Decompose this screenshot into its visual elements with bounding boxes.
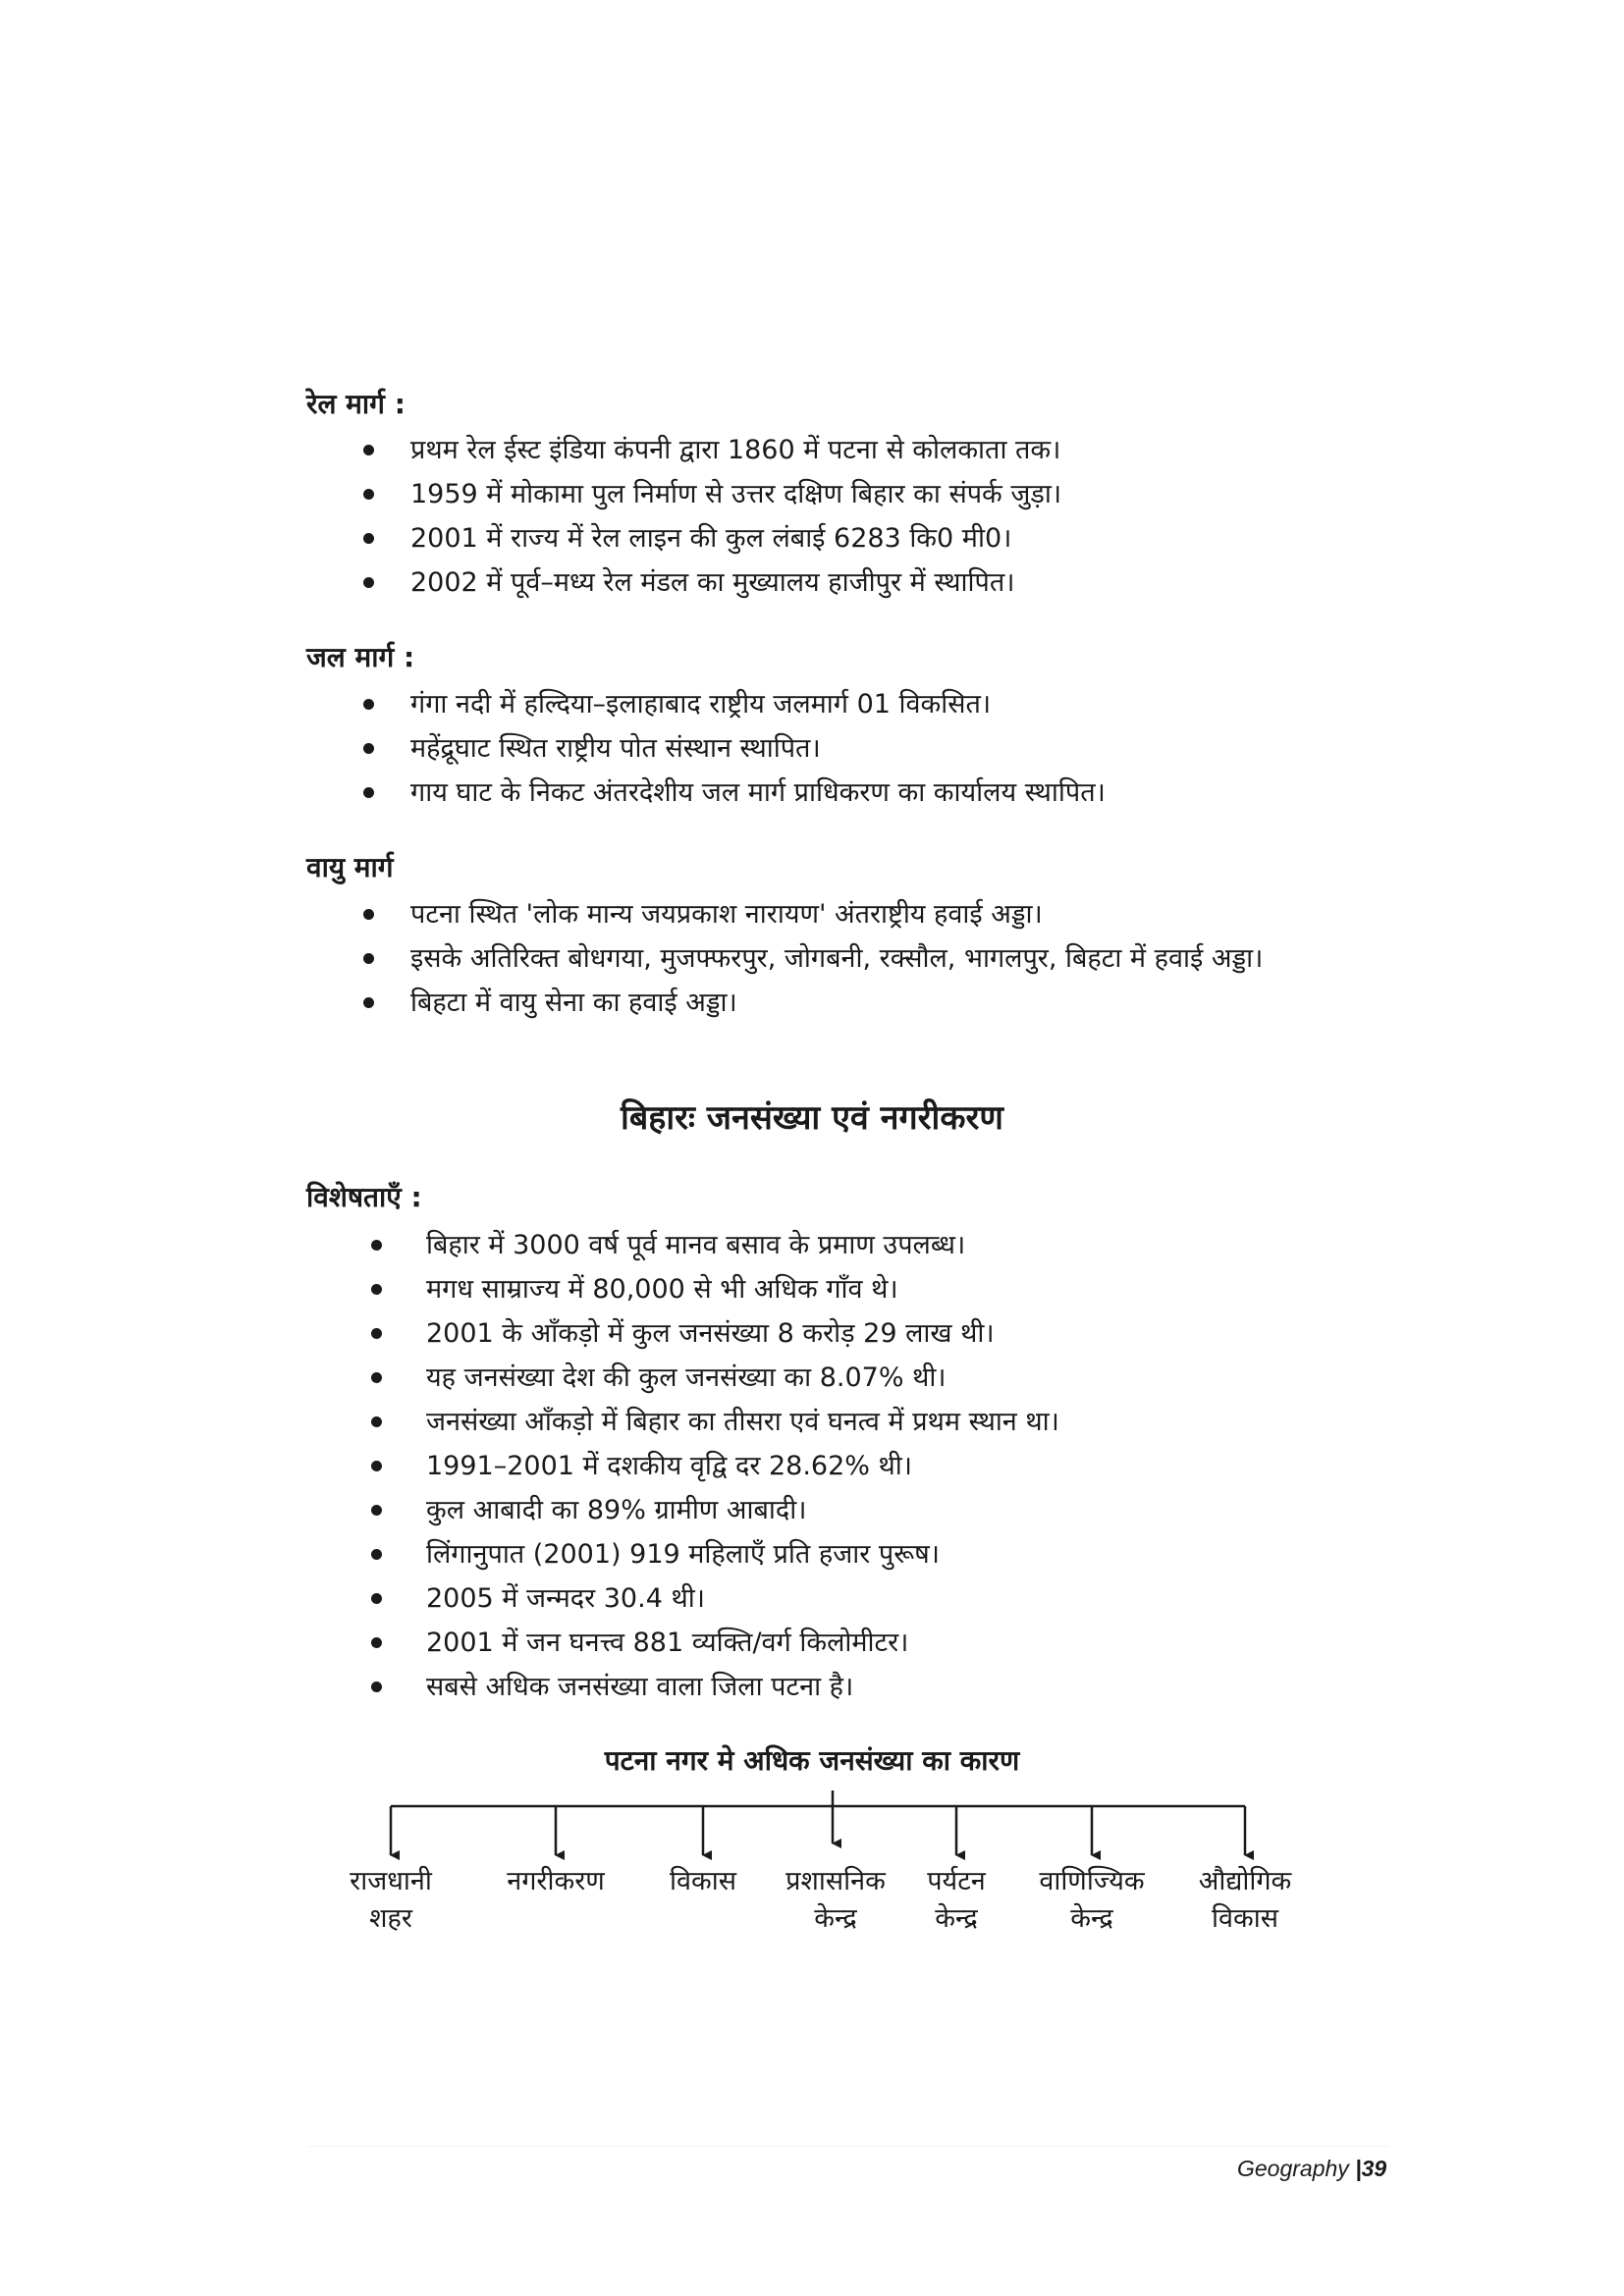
node-label: विकास	[1212, 1903, 1278, 1934]
list-item: 2001 के आँकड़ो में कुल जनसंख्या 8 करोड़ 29 लाख थी।	[371, 1311, 1373, 1356]
node-label: प्रशासनिक	[785, 1866, 886, 1896]
list-item: सबसे अधिक जनसंख्या वाला जिला पटना है।	[371, 1665, 1373, 1709]
tree-node-commercial-centre	[1008, 1863, 1175, 1938]
section-heading-air: वायु मार्ग	[306, 851, 394, 883]
node-label: वाणिज्यिक	[1039, 1866, 1145, 1896]
section-heading-water: जल मार्ग :	[306, 641, 415, 673]
list-item: बिहार में 3000 वर्ष पूर्व मानव बसाव के प्रमाण उपलब्ध।	[371, 1223, 1373, 1267]
list-item: लिंगानुपात (2001) 919 महिलाएँ प्रति हजार पुरूष।	[371, 1532, 1373, 1576]
list-item: मगध साम्राज्य में 80,000 से भी अधिक गाँव थे।	[371, 1267, 1373, 1311]
diagram-title: पटना नगर मे अधिक जनसंख्या का कारण	[604, 1744, 1020, 1777]
tree-node-industrial-development	[1162, 1863, 1328, 1938]
node-label: विकास	[670, 1866, 736, 1896]
node-label: नगरीकरण	[507, 1866, 605, 1896]
list-item: 2001 में राज्य में रेल लाइन की कुल लंबाई 6283 कि0 मी0।	[363, 516, 1365, 561]
list-item: बिहटा में वायु सेना का हवाई अड्डा।	[363, 981, 1365, 1025]
rail-list	[363, 428, 1365, 605]
list-item: इसके अतिरिक्त बोधगया, मुजफ्फरपुर, जोगबनी, रक्सौल, भागलपुर, बिहटा में हवाई अड्डा।	[363, 936, 1365, 981]
node-label: औद्योगिक	[1198, 1866, 1292, 1896]
page-title: बिहारः जनसंख्या एवं नगरीकरण	[621, 1098, 1003, 1138]
node-label: पर्यटन	[927, 1866, 986, 1896]
section-heading-rail: रेल मार्ग :	[306, 388, 406, 420]
air-list	[363, 892, 1365, 1025]
node-label: शहर	[369, 1903, 412, 1934]
list-item: कुल आबादी का 89% ग्रामीण आबादी।	[371, 1488, 1373, 1532]
list-item: 2002 में पूर्व–मध्य रेल मंडल का मुख्यालय हाजीपुर में स्थापित।	[363, 561, 1365, 605]
list-item: 2005 में जन्मदर 30.4 थी।	[371, 1576, 1373, 1621]
list-item: 2001 में जन घनत्त्व 881 व्यक्ति/वर्ग किलोमीटर।	[371, 1621, 1373, 1665]
node-label: केन्द्र	[935, 1903, 978, 1934]
list-item: गाय घाट के निकट अंतरदेशीय जल मार्ग प्राधिकरण का कार्यालय स्थापित।	[363, 771, 1365, 815]
page-number: 39	[1361, 2156, 1387, 2181]
tree-node-capital-city	[307, 1863, 474, 1938]
features-list	[371, 1223, 1373, 1709]
footer-separator: |	[1355, 2156, 1362, 2181]
water-list	[363, 682, 1365, 815]
node-label: केन्द्र	[814, 1903, 857, 1934]
list-item: गंगा नदी में हल्दिया–इलाहाबाद राष्ट्रीय जलमार्ग 01 विकसित।	[363, 682, 1365, 726]
section-heading-features: विशेषताएँ :	[306, 1181, 422, 1213]
footer-divider	[308, 2146, 1388, 2147]
cause-tree-connectors	[0, 1757, 1624, 1865]
list-item: जनसंख्या आँकड़ो में बिहार का तीसरा एवं घनत्व में प्रथम स्थान था।	[371, 1400, 1373, 1444]
footer-subject: Geography	[1237, 2156, 1349, 2181]
list-item: 1959 में मोकामा पुल निर्माण से उत्तर दक्षिण बिहार का संपर्क जुड़ा।	[363, 472, 1365, 516]
node-label: राजधानी	[350, 1866, 432, 1896]
list-item: महेंद्रूघाट स्थित राष्ट्रीय पोत संस्थान स्थापित।	[363, 726, 1365, 771]
page-footer	[1237, 2156, 1386, 2182]
list-item: प्रथम रेल ईस्ट इंडिया कंपनी द्वारा 1860 में पटना से कोलकाता तक।	[363, 428, 1365, 472]
list-item: पटना स्थित 'लोक मान्य जयप्रकाश नारायण' अंतराष्ट्रीय हवाई अड्डा।	[363, 892, 1365, 936]
list-item: यह जनसंख्या देश की कुल जनसंख्या का 8.07% थी।	[371, 1356, 1373, 1400]
tree-node-urbanization	[472, 1863, 639, 1900]
node-label: केन्द्र	[1070, 1903, 1113, 1934]
list-item: 1991–2001 में दशकीय वृद्वि दर 28.62% थी।	[371, 1444, 1373, 1488]
